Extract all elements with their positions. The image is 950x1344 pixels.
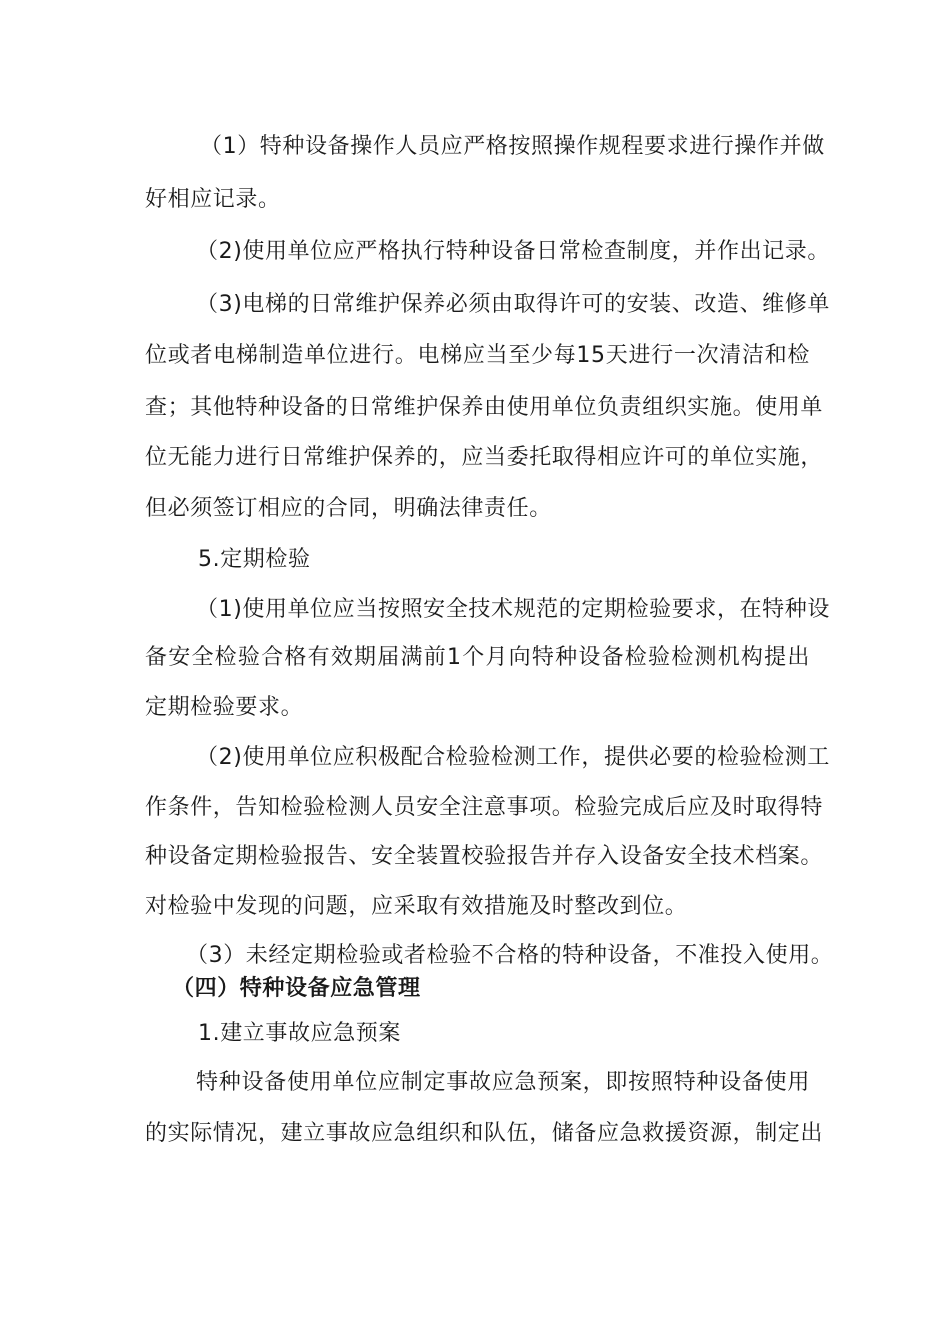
paragraph-line: 特种设备使用单位应制定事故应急预案，即按照特种设备使用 [196,1070,810,1095]
paragraph-line: （1）特种设备操作人员应严格按照操作规程要求进行操作并做 [200,134,825,159]
paragraph-line: （3）未经定期检验或者检验不合格的特种设备，不准投入使用。 [186,943,834,968]
section-heading: 5.定期检验 [198,547,311,572]
paragraph-line: （3)电梯的日常维护保养必须由取得许可的安装、改造、维修单 [196,292,830,317]
paragraph-line: （2)使用单位应积极配合检验检测工作，提供必要的检验检测工 [196,745,830,770]
paragraph-line: 位或者电梯制造单位进行。电梯应当至少每15天进行一次清洁和检 [145,343,810,368]
section-heading: 1.建立事故应急预案 [198,1021,401,1046]
paragraph-line: 好相应记录。 [145,187,281,212]
paragraph-line: （2)使用单位应严格执行特种设备日常检查制度，并作出记录。 [196,239,830,264]
paragraph-line: 位无能力进行日常维护保养的，应当委托取得相应许可的单位实施， [145,445,824,470]
paragraph-line: 对检验中发现的问题，应采取有效措施及时整改到位。 [145,894,688,919]
paragraph-line: 查；其他特种设备的日常维护保养由使用单位负责组织实施。使用单 [145,395,824,420]
paragraph-line: 作条件，告知检验检测人员安全注意事项。检验完成后应及时取得特 [145,795,824,820]
paragraph-line: 定期检验要求。 [145,695,304,720]
paragraph-line: 备安全检验合格有效期届满前1个月向特种设备检验检测机构提出 [145,645,810,670]
section-heading: （四）特种设备应急管理 [172,976,421,1001]
paragraph-line: 但必须签订相应的合同，明确法律责任。 [145,496,552,521]
paragraph-line: 的实际情况，建立事故应急组织和队伍，储备应急救援资源，制定出 [145,1121,824,1146]
paragraph-line: （1)使用单位应当按照安全技术规范的定期检验要求，在特种设 [196,597,830,622]
paragraph-line: 种设备定期检验报告、安全装置校验报告并存入设备安全技术档案。 [145,844,824,869]
